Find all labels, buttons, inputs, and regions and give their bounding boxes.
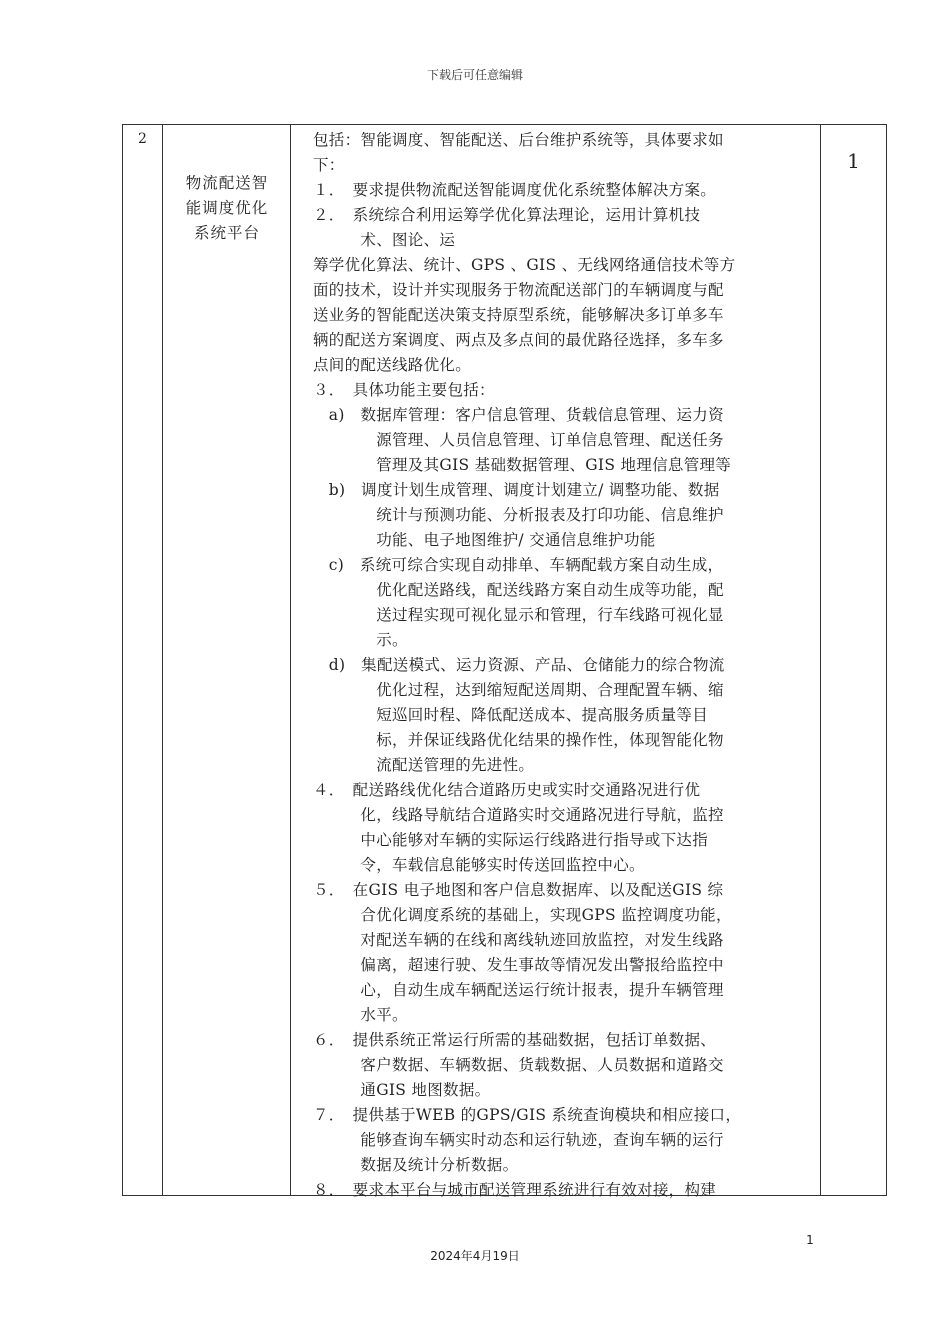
content-line: ５． 在GIS 电子地图和客户信息数据库、以及配送GIS 综: [313, 881, 724, 899]
content-line: 送业务的智能配送决策支持原型系统，能够解决多订单多车: [313, 306, 724, 324]
requirements-table: [122, 124, 887, 1199]
content-line: 客户数据、车辆数据、货载数据、人员数据和道路交: [313, 1056, 724, 1074]
footer-date: 2024年4月19日: [430, 1249, 520, 1263]
content-line: 通GIS 地图数据。: [313, 1081, 491, 1099]
content-line: b) 调度计划生成管理、调度计划建立/ 调整功能、数据: [313, 481, 720, 499]
content-line: 能够查询车辆实时动态和运行轨迹，查询车辆的运行: [313, 1131, 724, 1149]
content-line: 点间的配送线路优化。: [313, 356, 472, 374]
item-quantity: 1: [847, 149, 860, 173]
content-line: 下：: [313, 156, 345, 174]
content-line: 令，车载信息能够实时传送回监控中心。: [313, 856, 645, 874]
content-line: c) 系统可综合实现自动排单、车辆配载方案自动生成，: [313, 556, 724, 574]
content-line: 送过程实现可视化显示和管理，行车线路可视化显: [313, 606, 724, 624]
content-line: 化，线路导航结合道路实时交通路况进行导航，监控: [313, 806, 724, 824]
page-header: 下载后可任意编辑: [426, 68, 523, 82]
content-line: ３． 具体功能主要包括：: [313, 381, 495, 399]
item-name: [167, 171, 287, 246]
content-line: 包括：智能调度、智能配送、后台维护系统等，具体要求如: [313, 131, 724, 149]
content-line: ６． 提供系统正常运行所需的基础数据，包括订单数据、: [313, 1031, 717, 1049]
content-line: ７． 提供基于WEB 的GPS/GIS 系统查询模块和相应接口，: [313, 1106, 742, 1124]
content-line: 源管理、人员信息管理、订单信息管理、配送任务: [313, 431, 724, 449]
column-divider: [290, 125, 291, 1195]
content-line: 水平。: [313, 1006, 408, 1024]
content-line: 功能、电子地图维护/ 交通信息维护功能: [313, 531, 656, 549]
content-line: 心，自动生成车辆配送运行统计报表，提升车辆管理: [313, 981, 724, 999]
content-line: 短巡回时程、降低配送成本、提高服务质量等目: [313, 706, 709, 724]
row-number: 2: [138, 131, 147, 147]
requirements-content: [313, 128, 813, 1203]
content-line: ８． 要求本平台与城市配送管理系统进行有效对接，构建: [313, 1181, 717, 1199]
content-line: 优化过程，达到缩短配送周期、合理配置车辆、缩: [313, 681, 724, 699]
content-line: 偏离，超速行驶、发生事故等情况发出警报给监控中: [313, 956, 724, 974]
column-divider: [820, 125, 821, 1195]
item-name-line: 能调度优化: [185, 199, 269, 217]
content-line: ４． 配送路线优化结合道路历史或实时交通路况进行优: [313, 781, 701, 799]
content-line: 标，并保证线路优化结果的操作性，体现智能化物: [313, 731, 724, 749]
content-line: 面的技术，设计并实现服务于物流配送部门的车辆调度与配: [313, 281, 724, 299]
item-name-line: 物流配送智: [185, 174, 269, 192]
content-line: 筹学优化算法、统计、GPS 、GIS 、无线网络通信技术等方: [313, 256, 736, 274]
content-line: ２． 系统综合利用运筹学优化算法理论，运用计算机技: [313, 206, 701, 224]
content-line: 优化配送路线，配送线路方案自动生成等功能，配: [313, 581, 724, 599]
content-line: 管理及其GIS 基础数据管理、GIS 地理信息管理等: [313, 456, 732, 474]
content-line: d) 集配送模式、运力资源、产品、仓储能力的综合物流: [313, 656, 725, 674]
content-line: 辆的配送方案调度、两点及多点间的最优路径选择，多车多: [313, 331, 724, 349]
page-number: 1: [806, 1233, 814, 1247]
content-line: 中心能够对车辆的实际运行线路进行指导或下达指: [313, 831, 709, 849]
content-line: １． 要求提供物流配送智能调度优化系统整体解决方案。: [313, 181, 717, 199]
content-line: 对配送车辆的在线和离线轨迹回放监控，对发生线路: [313, 931, 724, 949]
content-line: 流配送管理的先进性。: [313, 756, 535, 774]
content-line: 术、图论、运: [313, 231, 456, 249]
content-line: 统计与预测功能、分析报表及打印功能、信息维护: [313, 506, 724, 524]
content-line: 示。: [313, 631, 408, 649]
content-line: a) 数据库管理：客户信息管理、货载信息管理、运力资: [313, 406, 724, 424]
content-line: 合优化调度系统的基础上，实现GPS 监控调度功能，: [313, 906, 732, 924]
column-divider: [162, 125, 163, 1195]
item-name-line: 系统平台: [193, 224, 260, 242]
content-line: 数据及统计分析数据。: [313, 1156, 519, 1174]
